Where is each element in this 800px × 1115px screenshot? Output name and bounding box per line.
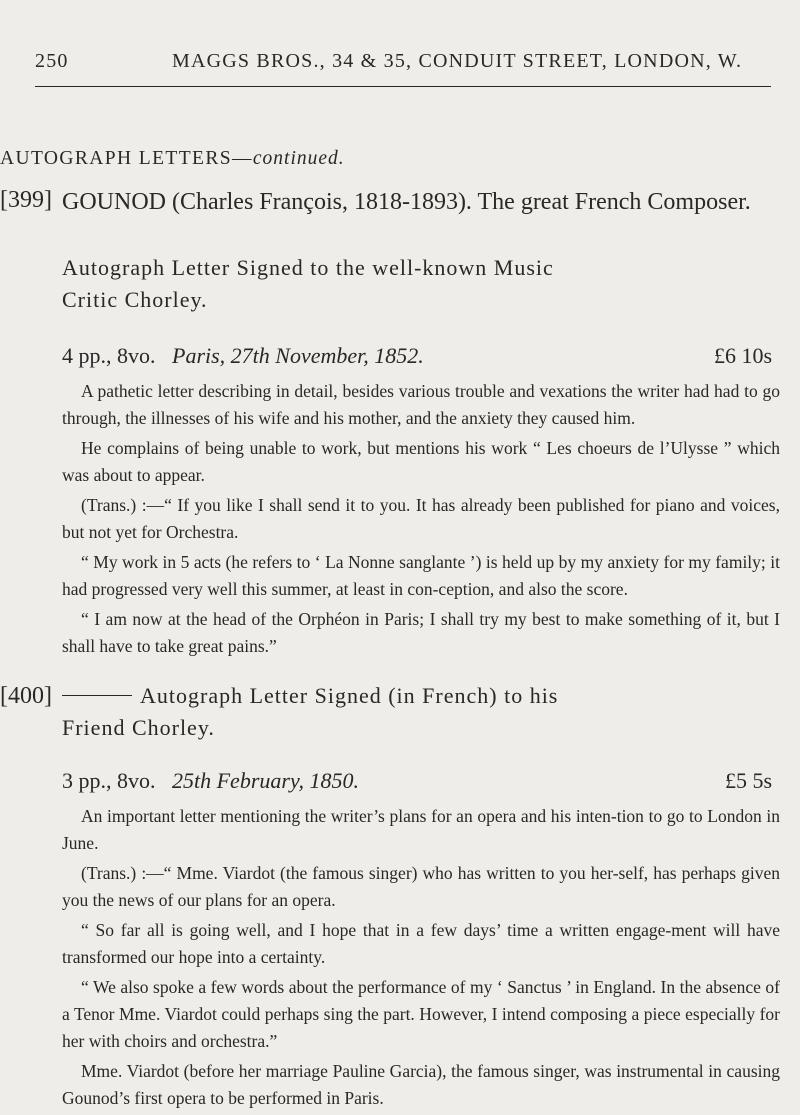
lot-paragraph: “ We also spoke a few words about the performance of my ‘ Sanctus ’ in England. In the absence of a Tenor Mme. Viardot could perhaps sing the part. However, I intend composing a piece especially for her with choirs and orchestra.” — [62, 977, 780, 1051]
lot-place-date: 25th February, 1850. — [172, 768, 359, 793]
lot-paragraph: An important letter mentioning the writer’s plans for an opera and his inten-tion to go to London in June. — [62, 806, 780, 853]
section-title-continued: continued. — [252, 148, 345, 169]
lot-subtitle-continued: Friend Chorley. — [62, 715, 215, 740]
header-rule — [35, 86, 771, 87]
section-title — [0, 148, 345, 170]
lot-paragraph: (Trans.) :—“ If you like I shall send it to you. It has already been published for piano and voices, but not yet for Orchestra. — [62, 495, 780, 542]
lot-subtitle-continued: Critic Chorley. — [62, 287, 208, 312]
ditto-dash — [62, 695, 132, 696]
lot-paragraph: “ I am now at the head of the Orphéon in Paris; I shall try my best to make something of it, but I shall have to take great pains.” — [62, 609, 780, 656]
lot-description — [62, 768, 359, 794]
lot-paragraph: A pathetic letter describing in detail, besides various trouble and vexations the writer had had to go through, the illnesses of his wife and his mother, and the anxiety they caused him. — [62, 381, 780, 428]
lot-price: £6 10s — [713, 343, 772, 368]
section-title-text: AUTOGRAPH LETTERS— — [0, 148, 253, 169]
lot-place-date: Paris, 27th November, 1852. — [172, 343, 424, 368]
lot-paragraph: He complains of being unable to work, but mentions his work “ Les choeurs de l’Ulysse ” which was about to appear. — [62, 438, 780, 485]
lot-number: [399] — [0, 187, 52, 213]
lot-subtitle: Autograph Letter Signed to the well-known Music — [62, 255, 554, 280]
lot-body — [62, 803, 780, 1115]
lot-paragraph: “ So far all is going well, and I hope that in a few days’ time a written engage-ment will have transformed our hope into a certainty. — [62, 920, 780, 967]
lot-paragraph: (Trans.) :—“ Mme. Viardot (the famous singer) who has written to you her-self, has perhaps given you the news of our plans for an opera. — [62, 863, 780, 910]
lot-paragraph: “ My work in 5 acts (he refers to ‘ La Nonne sanglante ’) is held up by my anxiety for my family; it had progressed very well this summer, at least in con-ception, and also the score. — [62, 552, 780, 599]
lot-body — [62, 378, 780, 663]
page-number: 250 — [35, 50, 69, 72]
lot-price: £5 5s — [724, 768, 772, 793]
lot-subtitle-text: Autograph Letter Signed (in French) to his — [140, 683, 559, 708]
publisher-address: MAGGS BROS., 34 & 35, CONDUIT STREET, LONDON, W. — [172, 50, 743, 72]
lot-format: 4 pp., 8vo. — [62, 343, 156, 368]
lot-paragraph: Mme. Viardot (before her marriage Pauline Garcia), the famous singer, was instrumental in causing Gounod’s first opera to be performed in Paris. — [62, 1061, 780, 1108]
lot-description — [62, 343, 424, 369]
lot-format: 3 pp., 8vo. — [62, 768, 156, 793]
lot-heading: GOUNOD (Charles François, 1818-1893). The great French Composer. — [62, 189, 751, 215]
lot-number: [400] — [0, 683, 52, 709]
lot-subtitle — [62, 683, 558, 709]
